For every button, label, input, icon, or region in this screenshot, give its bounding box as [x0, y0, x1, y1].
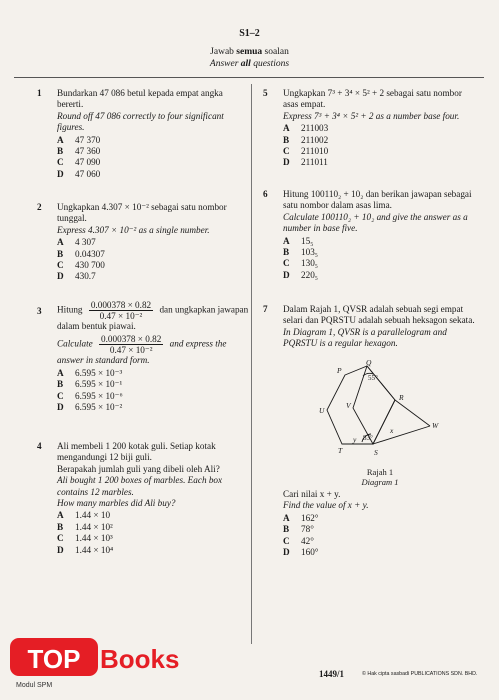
option-d: D 220₅: [283, 269, 318, 280]
label-r: R: [399, 393, 404, 402]
question-text-en-2: How many marbles did Ali buy?: [57, 498, 176, 509]
option-b: B 6.595 × 10⁻¹: [57, 379, 123, 390]
angle-label-83: 83°: [363, 434, 373, 442]
question-text-en: Round off 47 086 correctly to four significant figures.: [57, 110, 224, 133]
question-text-en-2: Find the value of x + y.: [283, 500, 369, 511]
hexagon-diagram: [305, 360, 465, 465]
question-text-ms: Ungkapkan 4.307 × 10⁻² sebagai satu nombor tunggal.: [57, 202, 227, 224]
question-number: 3: [37, 306, 42, 316]
question-text-ms-2: Cari nilai x + y.: [283, 489, 341, 499]
option-a: A 15₅: [283, 235, 314, 246]
fraction: $\frac{0.000378 \times 0.82}{\text{0.47 × 10⁻²}}$: [90, 300, 152, 321]
option-a: A 47 370: [57, 134, 101, 145]
diagram-caption-ms: Rajah 1: [366, 467, 394, 477]
option-a: A 4 307: [57, 237, 96, 248]
option-a: A 6.595 × 10⁻³: [57, 367, 123, 378]
logo-books-text: Books: [100, 644, 180, 674]
label-x: x: [390, 426, 394, 435]
question-text-en: Ali bought 1 200 boxes of marbles. Each box contains 12 marbles.: [57, 475, 223, 497]
option-b: B 211002: [283, 134, 329, 145]
line-rw: [395, 400, 430, 426]
question-2: [37, 202, 239, 283]
label-t: T: [338, 446, 343, 455]
column-divider: [251, 84, 252, 644]
question-text-en: Calculate 100110₂ + 10₂ and give the answer as a number in base five.: [283, 211, 468, 234]
question-number: 1: [37, 88, 42, 98]
question-text-ms: Ungkapkan 7³ + 3⁴ × 5² + 2 sebagai satu nombor asas empat.: [283, 88, 462, 110]
question-6: [263, 189, 476, 281]
question-text-en: In Diagram 1, QVSR is a parallelogram and PQRSTU is a regular hexagon.: [283, 326, 447, 349]
option-d: D 160°: [283, 547, 319, 558]
option-b: B 78°: [283, 524, 314, 535]
option-b: B 47 360: [57, 146, 101, 157]
option-c: C 211010: [283, 146, 329, 157]
option-d: D 211011: [283, 157, 328, 168]
question-4: [37, 441, 242, 556]
options: [57, 368, 249, 414]
instruction-malay: Jawab semua soalan: [210, 47, 289, 57]
diagram-caption-en: Diagram 1: [361, 477, 399, 487]
fraction: $\frac{0.000378 \times 0.82}{\text{0.47 × 10⁻²}}$: [101, 334, 162, 356]
option-c: C 6.595 × 10⁻⁶: [57, 390, 123, 401]
question-number: 7: [263, 304, 268, 314]
line-sw: [373, 426, 430, 444]
option-d: D 6.595 × 10⁻²: [57, 402, 123, 413]
question-number: 4: [37, 441, 42, 451]
options: [283, 236, 476, 282]
question-text-en: Express 4.307 × 10⁻² as a single number.: [57, 224, 210, 235]
angle-label-55: 55°: [368, 374, 378, 382]
question-text-en: Express 7³ + 3⁴ × 5² + 2 as a number base four.: [283, 110, 460, 121]
logo-top-text: TOP: [27, 644, 81, 674]
options: [283, 513, 476, 559]
option-c: C 42°: [283, 535, 314, 546]
option-c: C 430 700: [57, 260, 105, 271]
label-q: Q: [366, 360, 372, 367]
question-text-ms: Bundarkan 47 086 betul kepada empat angka bererti.: [57, 88, 223, 110]
question-5: [263, 88, 476, 169]
option-a: A 211003: [283, 123, 329, 134]
question-7-tail: [283, 489, 476, 558]
options: [57, 135, 239, 181]
instruction-english: Answer all questions: [209, 59, 290, 69]
option-a: A 162°: [283, 512, 319, 523]
footer-code: 1449/1: [319, 669, 345, 679]
question-text-ms: Ali membeli 1 200 kotak guli. Setiap kotak mengandungi 12 biji guli.: [57, 441, 216, 463]
question-text-ms: Hitung 100110₂ + 10₂ dan berikan jawapan sebagai satu nombor dalam asas lima.: [283, 189, 472, 211]
question-text-ms: Hitung $\frac{0.000378 \times 0.82}{\text{0.47 × 10⁻²}}$ dan ungkapkan jawapan dalam bentuk piawai.: [57, 300, 249, 331]
question-text-ms: Dalam Rajah 1, QVSR adalah sebuah segi empat selari dan PQRSTU adalah sebuah heksagon sekata.: [283, 304, 475, 326]
question-7: [263, 304, 476, 350]
question-text-en: Calculate $\frac{0.000378 \times 0.82}{\text{0.47 × 10⁻²}}$ and express the answer in standard form.: [57, 334, 227, 366]
footer-copyright: © Hak cipta sasbadi PUBLICATIONS SDN. BHD.: [362, 671, 478, 677]
question-1: [37, 88, 239, 180]
question-number: 2: [37, 202, 42, 212]
option-b: B 1.44 × 10²: [57, 521, 113, 532]
option-b: B 0.04307: [57, 248, 105, 259]
option-c: C 47 090: [57, 157, 101, 168]
option-b: B 103₅: [283, 247, 318, 258]
label-s: S: [374, 448, 378, 457]
option-c: C 1.44 × 10³: [57, 533, 113, 544]
logo-subtitle: Modul SPM: [16, 682, 53, 689]
question-text-ms-2: Berapakah jumlah guli yang dibeli oleh Ali?: [57, 463, 220, 474]
topbooks-logo: [8, 634, 198, 684]
option-d: D 47 060: [57, 168, 101, 179]
options: [57, 510, 242, 556]
label-v: V: [346, 401, 351, 410]
options: [283, 123, 476, 169]
option-d: D 1.44 × 10⁴: [57, 544, 114, 555]
options: [57, 237, 239, 283]
hexagon-pqrstu: [327, 366, 395, 444]
option-d: D 430.7: [57, 271, 96, 282]
page-code: S1–2: [239, 28, 260, 39]
label-u: U: [319, 406, 325, 415]
question-number: 6: [263, 189, 268, 199]
question-number: 5: [263, 88, 268, 98]
header-divider: [14, 77, 484, 78]
label-p: P: [337, 366, 342, 375]
option-c: C 130₅: [283, 258, 318, 269]
question-3: [37, 300, 249, 413]
label-w: W: [432, 421, 439, 430]
label-y: y: [353, 435, 357, 444]
option-a: A 1.44 × 10: [57, 510, 111, 521]
